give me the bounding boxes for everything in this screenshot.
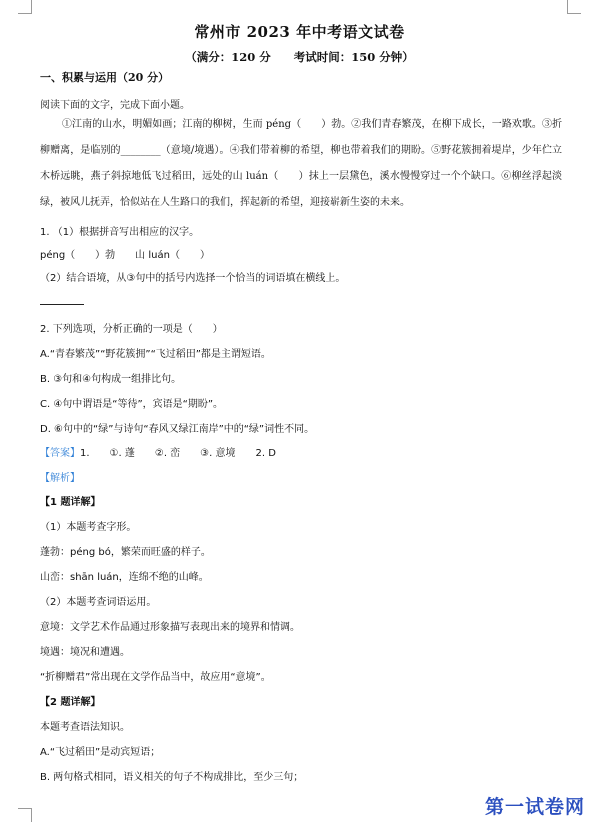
question-2-option-b: B. ③句和④句构成一组排比句。 (40, 374, 182, 385)
detail-1-line-3: 山峦：shān luán，连绵不绝的山峰。 (40, 572, 209, 583)
question-1-stem: 1. （1）根据拼音写出相应的汉字。 (40, 227, 200, 238)
question-2-stem: 2. 下列选项，分析正确的一项是（ ） (40, 324, 223, 335)
question-2-option-c: C. ④句中谓语是“等待”，宾语是“期盼”。 (40, 399, 224, 410)
crop-mark-bottom-left-v (31, 808, 32, 822)
exam-title: 常州市 2023 年中考语文试卷 (194, 23, 405, 41)
question-2-option-a: A.“青春繁茂”“野花簇拥”“飞过稻田”都是主谓短语。 (40, 349, 271, 360)
analysis-label: 【解析】 (40, 473, 80, 484)
detail-1-line-5: 意境：文学艺术作品通过形象描写表现出来的境界和情调。 (40, 622, 300, 633)
detail-1-line-6: 境遇：境况和遭遇。 (40, 647, 130, 658)
detail-1-line-7: “折柳赠君”常出现在文学作品当中，故应用“意境”。 (40, 672, 271, 683)
detail-2-line-2: A.“飞过稻田”是动宾短语； (40, 747, 161, 758)
detail-2-label: 【2 题详解】 (40, 697, 101, 708)
answer-label: 【答案】 (40, 448, 80, 459)
crop-mark-top-left-v (31, 0, 32, 14)
reading-instruction: 阅读下面的文字，完成下面小题。 (40, 100, 190, 111)
question-1-pinyin: péng（ ）勃 山 luán（ ） (40, 250, 210, 261)
section-heading: 一、积累与运用（20 分） (40, 71, 170, 84)
site-watermark: 第一试卷网 (484, 796, 585, 818)
question-2-option-d: D. ⑥句中的“绿”与诗句“春风又绿江南岸”中的“绿”词性不同。 (40, 424, 315, 435)
answer-text: 1. ①. 蓬 ②. 峦 ③. 意境 2. D (80, 448, 276, 459)
detail-1-label: 【1 题详解】 (40, 497, 101, 508)
detail-1-line-1: （1）本题考查字形。 (40, 522, 137, 533)
detail-2-line-3: B. 两句格式相同，语义相关的句子不构成排比，至少三句； (40, 772, 304, 783)
answer-blank-line (40, 304, 84, 305)
answer-row (40, 444, 562, 459)
crop-mark-top-right (567, 13, 581, 14)
crop-mark-top-right-v (567, 0, 568, 14)
reading-passage: ①江南的山水，明媚如画；江南的柳树，生而 péng（ ）勃。②我们青春繁茂，在柳下成长，一路欢歌。③折柳赠离，是临别的________（意境/境遇）。④我们带着柳的希望，柳也带着我们的期盼。⑤野花簇拥着堤岸，少年伫立木桥远眺，燕子斜掠地低飞过稻田，远处的山 luán（ ）抹上一层黛色，溪水慢慢穿过一个个缺口。⑥柳丝浮起淡绿，被风儿抚弄，恰似站在人生路口的我们，挥起新的希望，迎接崭新生姿的未来。 (40, 119, 562, 208)
detail-1-line-2: 蓬勃：péng bó，繁荣而旺盛的样子。 (40, 547, 211, 558)
exam-subtitle: （满分：120 分 考试时间：150 分钟） (185, 50, 414, 64)
question-1-part2: （2）结合语境，从③句中的括号内选择一个恰当的词语填在横线上。 (40, 273, 346, 284)
crop-mark-top-left (18, 13, 32, 14)
detail-2-line-1: 本题考查语法知识。 (40, 722, 130, 733)
crop-mark-bottom-left (18, 808, 32, 809)
detail-1-line-4: （2）本题考查词语运用。 (40, 597, 157, 608)
